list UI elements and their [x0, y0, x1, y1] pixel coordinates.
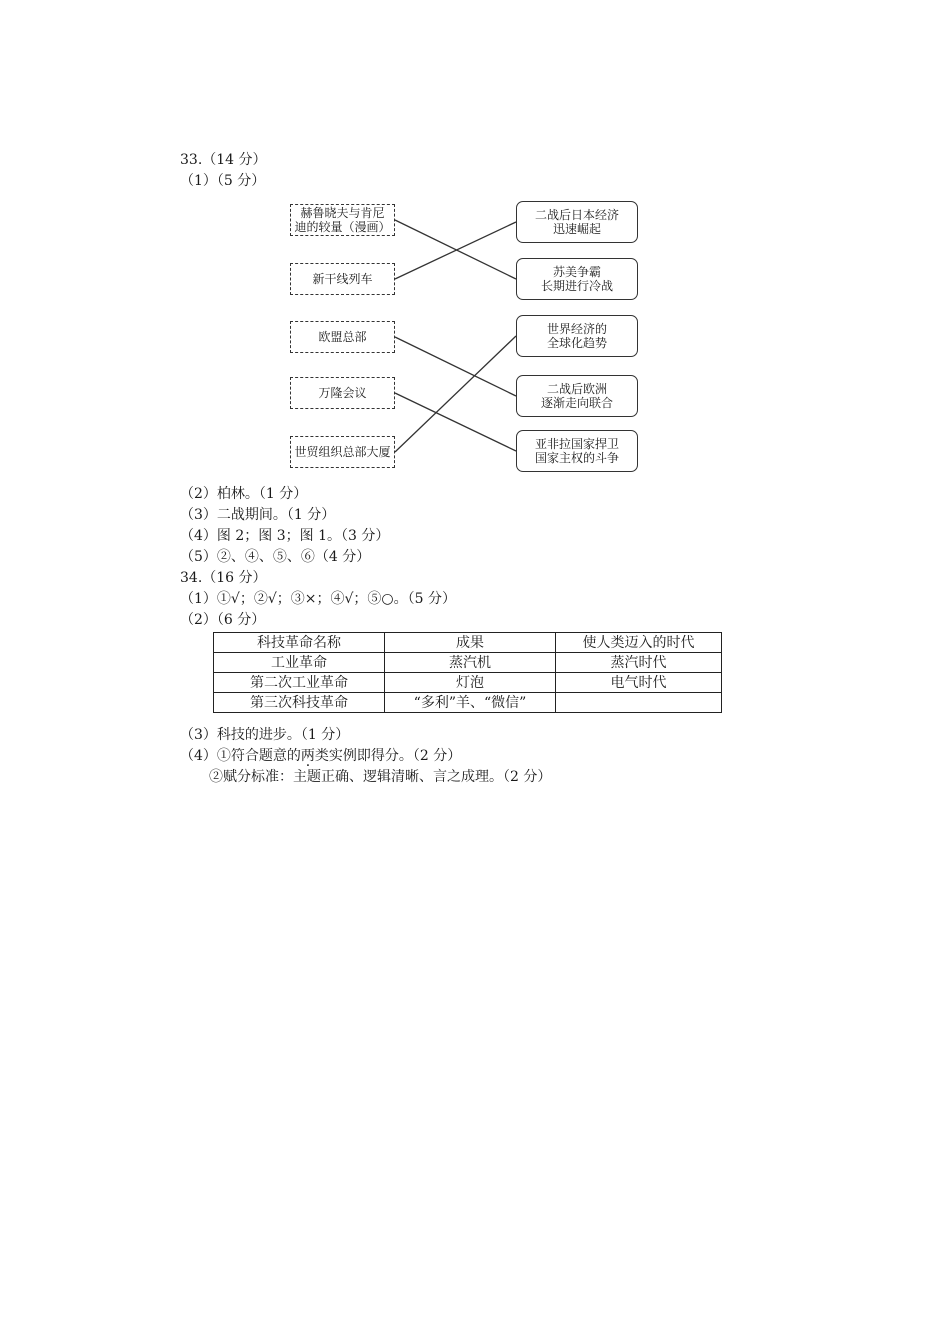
right-item-cold-war: 苏美争霸 长期进行冷战	[516, 258, 638, 300]
revolution-table	[213, 632, 722, 713]
table-cell: 工业革命	[214, 653, 385, 673]
q34-title: 34.（16 分）	[180, 570, 267, 586]
table-cell: “多利”羊、“微信”	[385, 693, 556, 713]
q34-part4	[180, 747, 461, 765]
table-header: 使人类迈入的时代	[556, 633, 722, 653]
q33-part1: （1）（5 分）	[180, 173, 266, 189]
q34-part2: （2）（6 分）	[180, 612, 266, 628]
left-item-eu-hq: 欧盟总部	[290, 321, 395, 353]
match-line	[395, 393, 516, 451]
q33-part2: （2）柏林。（1 分）	[180, 486, 308, 502]
left-item-shinkansen: 新干线列车	[290, 263, 395, 295]
table-cell: 灯泡	[385, 673, 556, 693]
left-item-cartoon: 赫鲁晓夫与肯尼 迪的较量（漫画）	[290, 204, 395, 236]
left-item-bandung: 万隆会议	[290, 377, 395, 409]
right-item-sovereignty: 亚非拉国家捍卫 国家主权的斗争	[516, 430, 638, 472]
match-line	[395, 336, 516, 452]
matching-diagram	[280, 193, 650, 483]
table-cell: 蒸汽时代	[556, 653, 722, 673]
table-row	[214, 673, 722, 693]
emphasis-char: 两	[300, 748, 315, 764]
q34-part3: （3）科技的进步。（1 分）	[180, 727, 350, 743]
table-header-row	[214, 633, 722, 653]
right-item-globalization: 世界经济的 全球化趋势	[516, 315, 638, 357]
table-cell: 第三次科技革命	[214, 693, 385, 713]
q33-part3: （3）二战期间。（1 分）	[180, 507, 336, 523]
table-cell	[556, 693, 722, 713]
q34-part4-post: 类实例即得分。（2 分）	[314, 748, 462, 764]
table-header: 成果	[385, 633, 556, 653]
match-line	[395, 337, 516, 396]
table-row	[214, 653, 722, 673]
table-cell: 电气时代	[556, 673, 722, 693]
right-item-europe: 二战后欧洲 逐渐走向联合	[516, 375, 638, 417]
table-header: 科技革命名称	[214, 633, 385, 653]
q33-title: 33.（14 分）	[180, 152, 267, 168]
q34-part4b: ②赋分标准：主题正确、逻辑清晰、言之成理。（2 分）	[209, 769, 552, 785]
q33-part4: （4）图 2；图 3；图 1。（3 分）	[180, 528, 390, 544]
q33-part5: （5）②、④、⑤、⑥（4 分）	[180, 549, 371, 565]
q34-part1: （1）①√；②√；③×；④√；⑤○。（5 分）	[180, 591, 456, 607]
table-row	[214, 693, 722, 713]
table-cell: 第二次工业革命	[214, 673, 385, 693]
left-item-wto: 世贸组织总部大厦	[290, 436, 395, 468]
table-cell: 蒸汽机	[385, 653, 556, 673]
q34-part4-pre: （4）①符合题意的	[180, 748, 301, 764]
right-item-japan: 二战后日本经济 迅速崛起	[516, 201, 638, 243]
